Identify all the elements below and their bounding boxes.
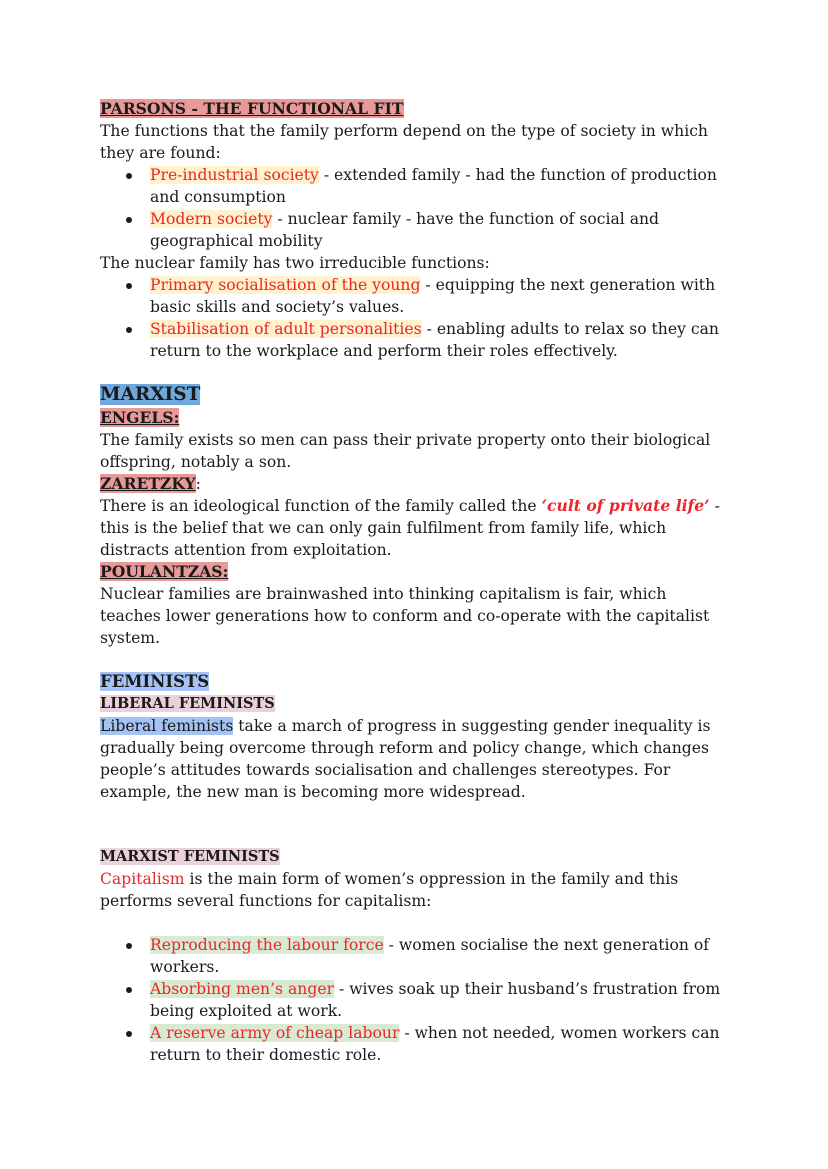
list-item: Stabilisation of adult personalities - enabling adults to relax so they can return to the workplace and perform their roles effectively. [150, 318, 728, 362]
parsons-heading: PARSONS - THE FUNCTIONAL FIT [100, 99, 404, 118]
poulantzas-heading: POULANTZAS: [100, 562, 229, 581]
list-item: Primary socialisation of the young - equipping the next generation with basic skills and society’s values. [150, 274, 728, 318]
list-item: Absorbing men’s anger - wives soak up their husband’s frustration from being exploited at work. [150, 978, 728, 1022]
zaretzky-text: There is an ideological function of the family called the ‘cult of private life’ - this is the belief that we can only gain fulfilment from family life, which distracts attention from exploitation. [100, 496, 720, 559]
parsons-functions-list [100, 274, 728, 362]
zaretzky-heading: ZARETZKY: [100, 474, 201, 493]
marxist-feminists-heading: MARXIST FEMINISTS [100, 848, 280, 865]
list-item: Pre-industrial society - extended family - had the function of production and consumption [150, 164, 728, 208]
marxist-heading: MARXIST [100, 384, 201, 405]
feminists-heading: FEMINISTS [100, 672, 210, 691]
liberal-feminists-heading: LIBERAL FEMINISTS [100, 695, 275, 712]
liberal-feminists-text: Liberal feminists take a march of progress in suggesting gender inequality is gradually being overcome through reform and policy change, which changes people’s attitudes towards socialisation and challenges stereotypes. For example, the new man is becoming more widespread. [100, 717, 711, 801]
list-item: Reproducing the labour force - women socialise the next generation of workers. [150, 934, 728, 978]
poulantzas-text: Nuclear families are brainwashed into thinking capitalism is fair, which teaches lower generations how to conform and co-operate with the capitalist system. [100, 585, 710, 647]
engels-text: The family exists so men can pass their private property onto their biological offspring, notably a son. [100, 431, 711, 471]
parsons-society-list [100, 164, 728, 252]
marxist-feminists-text: Capitalism is the main form of women’s oppression in the family and this performs several functions for capitalism: [100, 870, 679, 910]
engels-heading: ENGELS: [100, 408, 180, 427]
marxist-feminists-list [100, 934, 728, 1066]
list-item: Modern society - nuclear family - have the function of social and geographical mobility [150, 208, 728, 252]
list-item: A reserve army of cheap labour - when not needed, women workers can return to their domestic role. [150, 1022, 728, 1066]
parsons-intro-2: The nuclear family has two irreducible functions: [100, 254, 490, 272]
parsons-intro: The functions that the family perform depend on the type of society in which they are found: [100, 122, 708, 162]
